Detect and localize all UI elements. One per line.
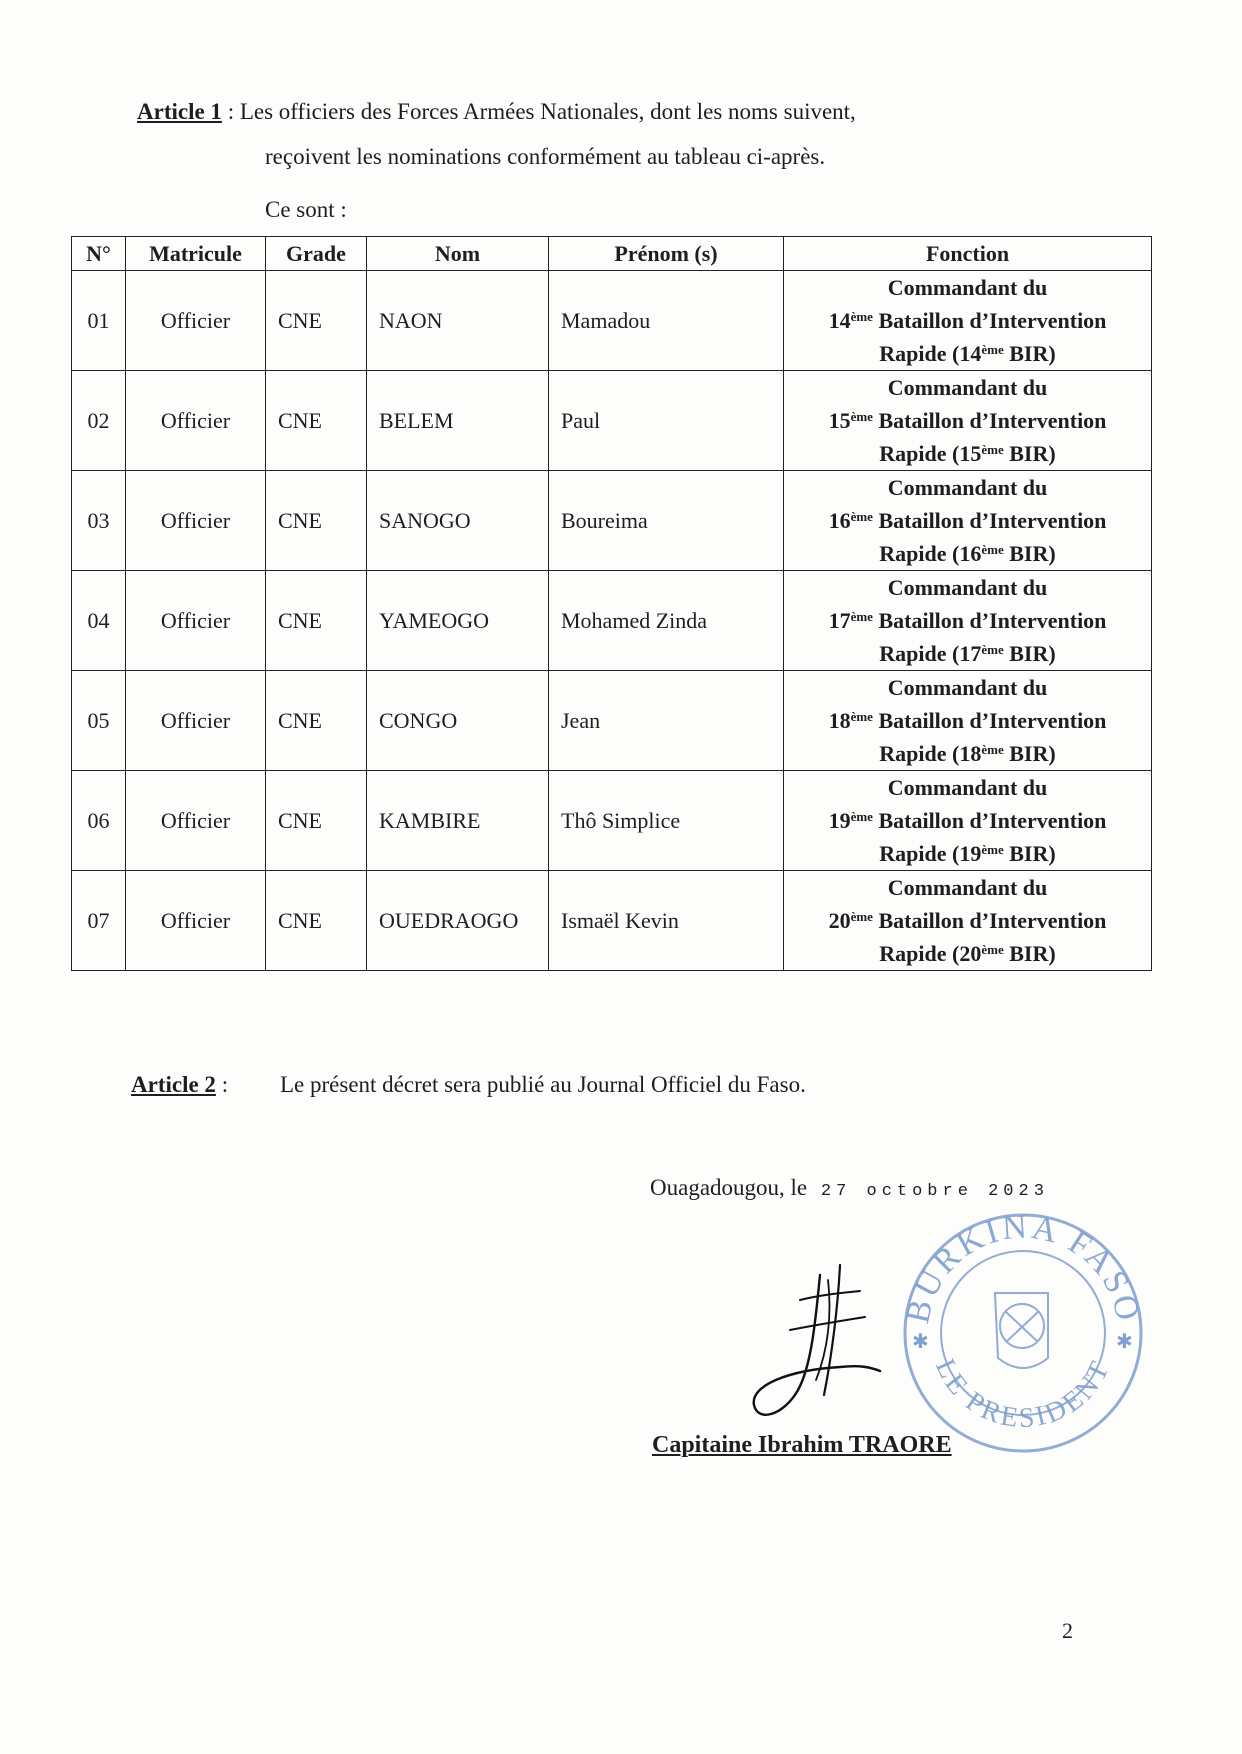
- article1-separator: :: [221, 99, 240, 124]
- fonction-line3-suffix: ème: [981, 942, 1004, 957]
- table-row: [72, 771, 1152, 871]
- cell-grade: CNE: [266, 771, 367, 871]
- cell-grade: CNE: [266, 571, 367, 671]
- fonction-rank: 14: [828, 308, 851, 333]
- article1-text-line1: Les officiers des Forces Armées Nationales, dont les noms suivent,: [239, 99, 856, 124]
- fonction-line3-pre: Rapide (18: [879, 741, 982, 766]
- date-stamp: 27 octobre 2023: [820, 1182, 1049, 1201]
- fonction-line2: Bataillon d’Intervention: [872, 308, 1107, 333]
- fonction-rank-suffix: ème: [850, 809, 873, 824]
- nominations-table: [71, 236, 1152, 971]
- fonction-line3-suffix: ème: [981, 642, 1004, 657]
- header-fonction: Fonction: [784, 237, 1152, 271]
- cell-no: 06: [72, 771, 126, 871]
- fonction-rank-suffix: ème: [850, 509, 873, 524]
- handwritten-signature: [720, 1255, 920, 1435]
- cell-nom: YAMEOGO: [367, 571, 549, 671]
- fonction-line1: Commandant du: [887, 675, 1048, 700]
- cell-nom: OUEDRAOGO: [367, 871, 549, 971]
- cell-grade: CNE: [266, 271, 367, 371]
- cell-nom: NAON: [367, 271, 549, 371]
- table-row: [72, 671, 1152, 771]
- table-row: [72, 871, 1152, 971]
- cell-grade: CNE: [266, 671, 367, 771]
- cell-matricule: Officier: [126, 771, 266, 871]
- header-grade: Grade: [266, 237, 367, 271]
- fonction-line2: Bataillon d’Intervention: [872, 808, 1107, 833]
- article1-line1: [137, 100, 856, 123]
- fonction-rank: 18: [828, 708, 851, 733]
- fonction-line3-post: BIR): [1003, 541, 1056, 566]
- fonction-line3-pre: Rapide (20: [879, 941, 982, 966]
- cell-prenom: Jean: [549, 671, 784, 771]
- cell-prenom: Mohamed Zinda: [549, 571, 784, 671]
- article2-separator: :: [215, 1072, 229, 1097]
- fonction-line1: Commandant du: [887, 775, 1048, 800]
- cell-nom: BELEM: [367, 371, 549, 471]
- fonction-rank-suffix: ème: [850, 409, 873, 424]
- fonction-rank-suffix: ème: [850, 909, 873, 924]
- fonction-line2: Bataillon d’Intervention: [872, 908, 1107, 933]
- fonction-line1: Commandant du: [887, 275, 1048, 300]
- page-number: 2: [1062, 1618, 1073, 1643]
- fonction-line3-suffix: ème: [981, 542, 1004, 557]
- article1-label: Article 1: [137, 99, 222, 124]
- fonction-line2: Bataillon d’Intervention: [872, 608, 1107, 633]
- cell-no: 01: [72, 271, 126, 371]
- fonction-rank: 17: [828, 608, 851, 633]
- cell-prenom: Thô Simplice: [549, 771, 784, 871]
- signatory-name: Capitaine Ibrahim TRAORE: [652, 1432, 952, 1458]
- cell-no: 03: [72, 471, 126, 571]
- article2-label: Article 2: [131, 1072, 216, 1097]
- cell-fonction: [784, 671, 1152, 771]
- header-no: N°: [72, 237, 126, 271]
- fonction-rank: 15: [828, 408, 851, 433]
- fonction-rank: 19: [828, 808, 851, 833]
- cell-fonction: [784, 471, 1152, 571]
- article1-text-line3: Ce sont :: [265, 197, 347, 222]
- fonction-rank-suffix: ème: [850, 609, 873, 624]
- fonction-line3-pre: Rapide (15: [879, 441, 982, 466]
- table-row: [72, 571, 1152, 671]
- fonction-line2: Bataillon d’Intervention: [872, 508, 1107, 533]
- cell-prenom: Mamadou: [549, 271, 784, 371]
- cell-matricule: Officier: [126, 371, 266, 471]
- fonction-line1: Commandant du: [887, 875, 1048, 900]
- cell-fonction: [784, 571, 1152, 671]
- fonction-line3-suffix: ème: [981, 842, 1004, 857]
- fonction-line3-post: BIR): [1003, 341, 1056, 366]
- table-row: [72, 271, 1152, 371]
- fonction-line3-pre: Rapide (14: [879, 341, 982, 366]
- fonction-line3-pre: Rapide (19: [879, 841, 982, 866]
- fonction-line3-suffix: ème: [981, 442, 1004, 457]
- fonction-rank: 16: [828, 508, 851, 533]
- cell-matricule: Officier: [126, 871, 266, 971]
- header-prenom: Prénom (s): [549, 237, 784, 271]
- table-header-row: [72, 237, 1152, 271]
- fonction-line3-post: BIR): [1003, 841, 1056, 866]
- fonction-line3-post: BIR): [1003, 441, 1056, 466]
- fonction-line1: Commandant du: [887, 475, 1048, 500]
- official-seal: [898, 1208, 1148, 1458]
- cell-matricule: Officier: [126, 671, 266, 771]
- fonction-line2: Bataillon d’Intervention: [872, 408, 1107, 433]
- cell-grade: CNE: [266, 371, 367, 471]
- cell-matricule: Officier: [126, 471, 266, 571]
- cell-no: 04: [72, 571, 126, 671]
- cell-nom: SANOGO: [367, 471, 549, 571]
- header-nom: Nom: [367, 237, 549, 271]
- cell-nom: CONGO: [367, 671, 549, 771]
- fonction-line2: Bataillon d’Intervention: [872, 708, 1107, 733]
- cell-fonction: [784, 771, 1152, 871]
- seal-bottom-text: LE PRESIDENT: [929, 1354, 1117, 1435]
- seal-star-icon: ✱: [912, 1331, 929, 1353]
- cell-no: 05: [72, 671, 126, 771]
- header-matricule: Matricule: [126, 237, 266, 271]
- cell-fonction: [784, 271, 1152, 371]
- cell-nom: KAMBIRE: [367, 771, 549, 871]
- fonction-rank-suffix: ème: [850, 709, 873, 724]
- table-row: [72, 371, 1152, 471]
- table-row: [72, 471, 1152, 571]
- cell-no: 07: [72, 871, 126, 971]
- article1-text-line2: reçoivent les nominations conformément au tableau ci-après.: [265, 144, 826, 169]
- cell-prenom: Ismaël Kevin: [549, 871, 784, 971]
- cell-grade: CNE: [266, 471, 367, 571]
- fonction-line1: Commandant du: [887, 375, 1048, 400]
- fonction-line3-suffix: ème: [981, 342, 1004, 357]
- cell-no: 02: [72, 371, 126, 471]
- fonction-line3-pre: Rapide (17: [879, 641, 982, 666]
- seal-star-icon: ✱: [1116, 1331, 1133, 1353]
- article2-label-line: [131, 1073, 228, 1096]
- place-date-line: [650, 1176, 1049, 1200]
- cell-prenom: Paul: [549, 371, 784, 471]
- fonction-line1: Commandant du: [887, 575, 1048, 600]
- cell-prenom: Boureima: [549, 471, 784, 571]
- fonction-line3-post: BIR): [1003, 641, 1056, 666]
- fonction-line3-suffix: ème: [981, 742, 1004, 757]
- fonction-rank-suffix: ème: [850, 309, 873, 324]
- cell-fonction: [784, 371, 1152, 471]
- article2-text: Le présent décret sera publié au Journal Officiel du Faso.: [280, 1072, 806, 1097]
- fonction-rank: 20: [828, 908, 851, 933]
- fonction-line3-pre: Rapide (16: [879, 541, 982, 566]
- cell-grade: CNE: [266, 871, 367, 971]
- cell-matricule: Officier: [126, 571, 266, 671]
- seal-top-text: BURKINA FASO: [899, 1208, 1147, 1327]
- fonction-line3-post: BIR): [1003, 941, 1056, 966]
- place-text: Ouagadougou, le: [650, 1175, 808, 1200]
- cell-fonction: [784, 871, 1152, 971]
- cell-matricule: Officier: [126, 271, 266, 371]
- fonction-line3-post: BIR): [1003, 741, 1056, 766]
